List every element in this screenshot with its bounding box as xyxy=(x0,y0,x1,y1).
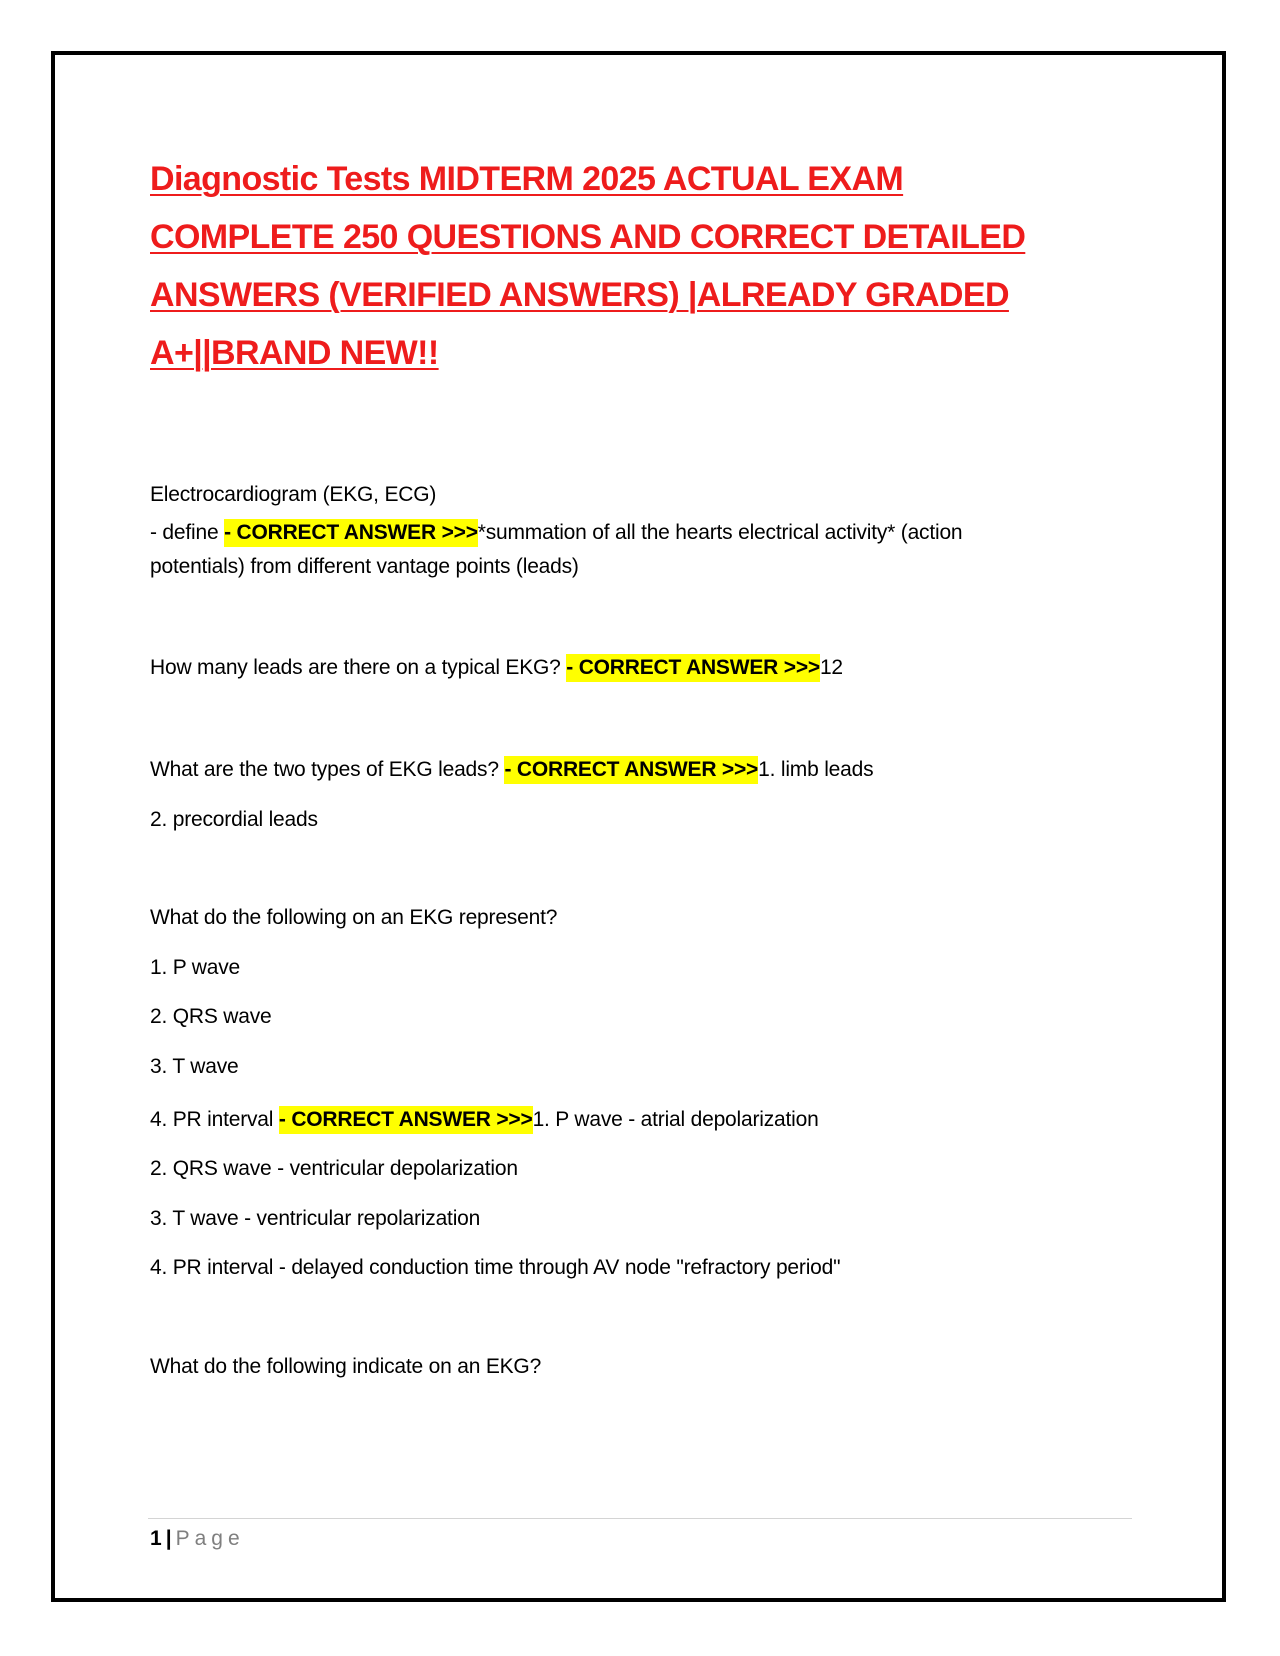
question-heading: Electrocardiogram (EKG, ECG) xyxy=(150,483,437,506)
question-line xyxy=(150,755,873,785)
correct-answer-label: - CORRECT ANSWER >>> xyxy=(504,756,758,784)
answer-continuation: 3. T wave - ventricular repolarization xyxy=(150,1207,481,1230)
answer-text: *summation of all the hearts electrical activity* (action xyxy=(477,521,963,544)
question-prompt: - define xyxy=(150,521,225,544)
page-number: 1 xyxy=(150,1527,162,1550)
correct-answer-label: - CORRECT ANSWER >>> xyxy=(566,654,820,682)
question-prompt: What do the following on an EKG represent? xyxy=(150,906,558,929)
correct-answer-label: - CORRECT ANSWER >>> xyxy=(279,1106,533,1134)
answer-text: 12 xyxy=(819,656,843,679)
answer-text: 1. limb leads xyxy=(758,758,874,781)
answer-continuation: 2. precordial leads xyxy=(150,808,318,831)
question-prompt: What are the two types of EKG leads? xyxy=(150,758,505,781)
page-label: Page xyxy=(175,1527,245,1550)
answer-text: 1. P wave - atrial depolarization xyxy=(532,1108,819,1131)
correct-answer-label: - CORRECT ANSWER >>> xyxy=(224,519,478,547)
question-prompt: 1. P wave xyxy=(150,956,241,979)
answer-continuation: 4. PR interval - delayed conduction time through AV node "refractory period" xyxy=(150,1256,841,1279)
question-prompt: 2. QRS wave xyxy=(150,1005,272,1028)
question-prompt: 3. T wave xyxy=(150,1055,239,1078)
answer-continuation: potentials) from different vantage points (leads) xyxy=(150,555,579,578)
question-prompt: 4. PR interval xyxy=(150,1108,279,1131)
page-separator: | xyxy=(165,1527,172,1550)
question-line xyxy=(150,1105,819,1135)
footer-divider xyxy=(148,1518,1132,1519)
question-line xyxy=(150,653,843,683)
question-prompt: How many leads are there on a typical EKG? xyxy=(150,656,567,679)
page-footer xyxy=(150,1524,245,1554)
question-prompt: What do the following indicate on an EKG? xyxy=(150,1355,542,1378)
question-line xyxy=(150,518,962,548)
answer-continuation: 2. QRS wave - ventricular depolarization xyxy=(150,1157,518,1180)
document-title: Diagnostic Tests MIDTERM 2025 ACTUAL EXAM COMPLETE 250 QUESTIONS AND CORRECT DETAILED ANSWERS (VERIFIED ANSWERS) |ALREADY GRADED A+||BRAND NEW!! xyxy=(150,160,1026,372)
